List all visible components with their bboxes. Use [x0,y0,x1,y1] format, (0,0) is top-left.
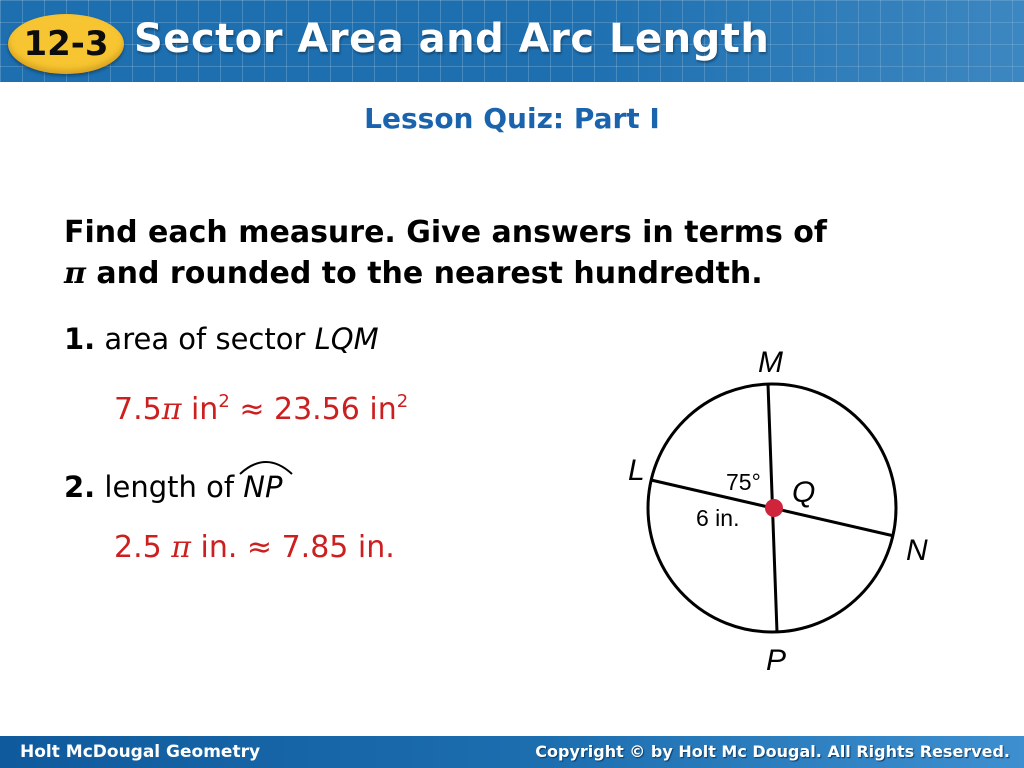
arc-symbol-icon [237,456,295,476]
label-n: N [906,534,928,567]
instructions [64,212,964,294]
question-number: 1. [64,322,96,356]
answer-unit: in [181,392,219,427]
footer-copyright: Copyright © by Holt Mc Dougal. All Rights Reserved. [535,742,1010,761]
label-p: P [766,644,787,677]
answer-rest: in. ≈ 7.85 in. [190,530,395,565]
arc-variable [243,470,282,504]
exponent: 2 [396,391,409,412]
center-point [765,499,783,517]
answer-1 [114,392,408,427]
page-title: Sector Area and Arc Length [134,16,770,62]
question-variable: NP [243,470,283,504]
instructions-line-1: Find each measure. Give answers in terms of [64,215,827,250]
label-l: L [628,454,645,487]
answer-2 [114,530,395,565]
exponent: 2 [218,391,230,412]
answer-approx: ≈ 23.56 in [229,392,397,427]
question-1 [64,322,379,356]
circle-diagram [600,330,960,680]
pi-symbol: π [64,256,86,291]
pi-symbol: π [161,392,182,427]
radius-label: 6 in. [696,505,740,531]
lesson-subtitle: Lesson Quiz: Part I [364,102,660,135]
footer-publisher: Holt McDougal Geometry [20,742,261,762]
answer-coefficient: 7.5 [114,392,162,427]
question-text: area of sector [95,322,315,356]
question-text: length of [95,470,244,504]
question-variable: LQM [314,322,379,356]
footer-bar [0,736,1024,768]
question-number: 2. [64,470,96,504]
lesson-badge: 12-3 [8,14,124,74]
label-m: M [758,346,783,379]
header-bar [0,0,1024,82]
angle-label: 75° [726,469,761,495]
instructions-line-2: and rounded to the nearest hundredth. [85,256,763,291]
question-2 [64,470,282,504]
label-q: Q [792,476,816,509]
pi-symbol: π [171,530,191,565]
answer-coefficient: 2.5 [114,530,172,565]
